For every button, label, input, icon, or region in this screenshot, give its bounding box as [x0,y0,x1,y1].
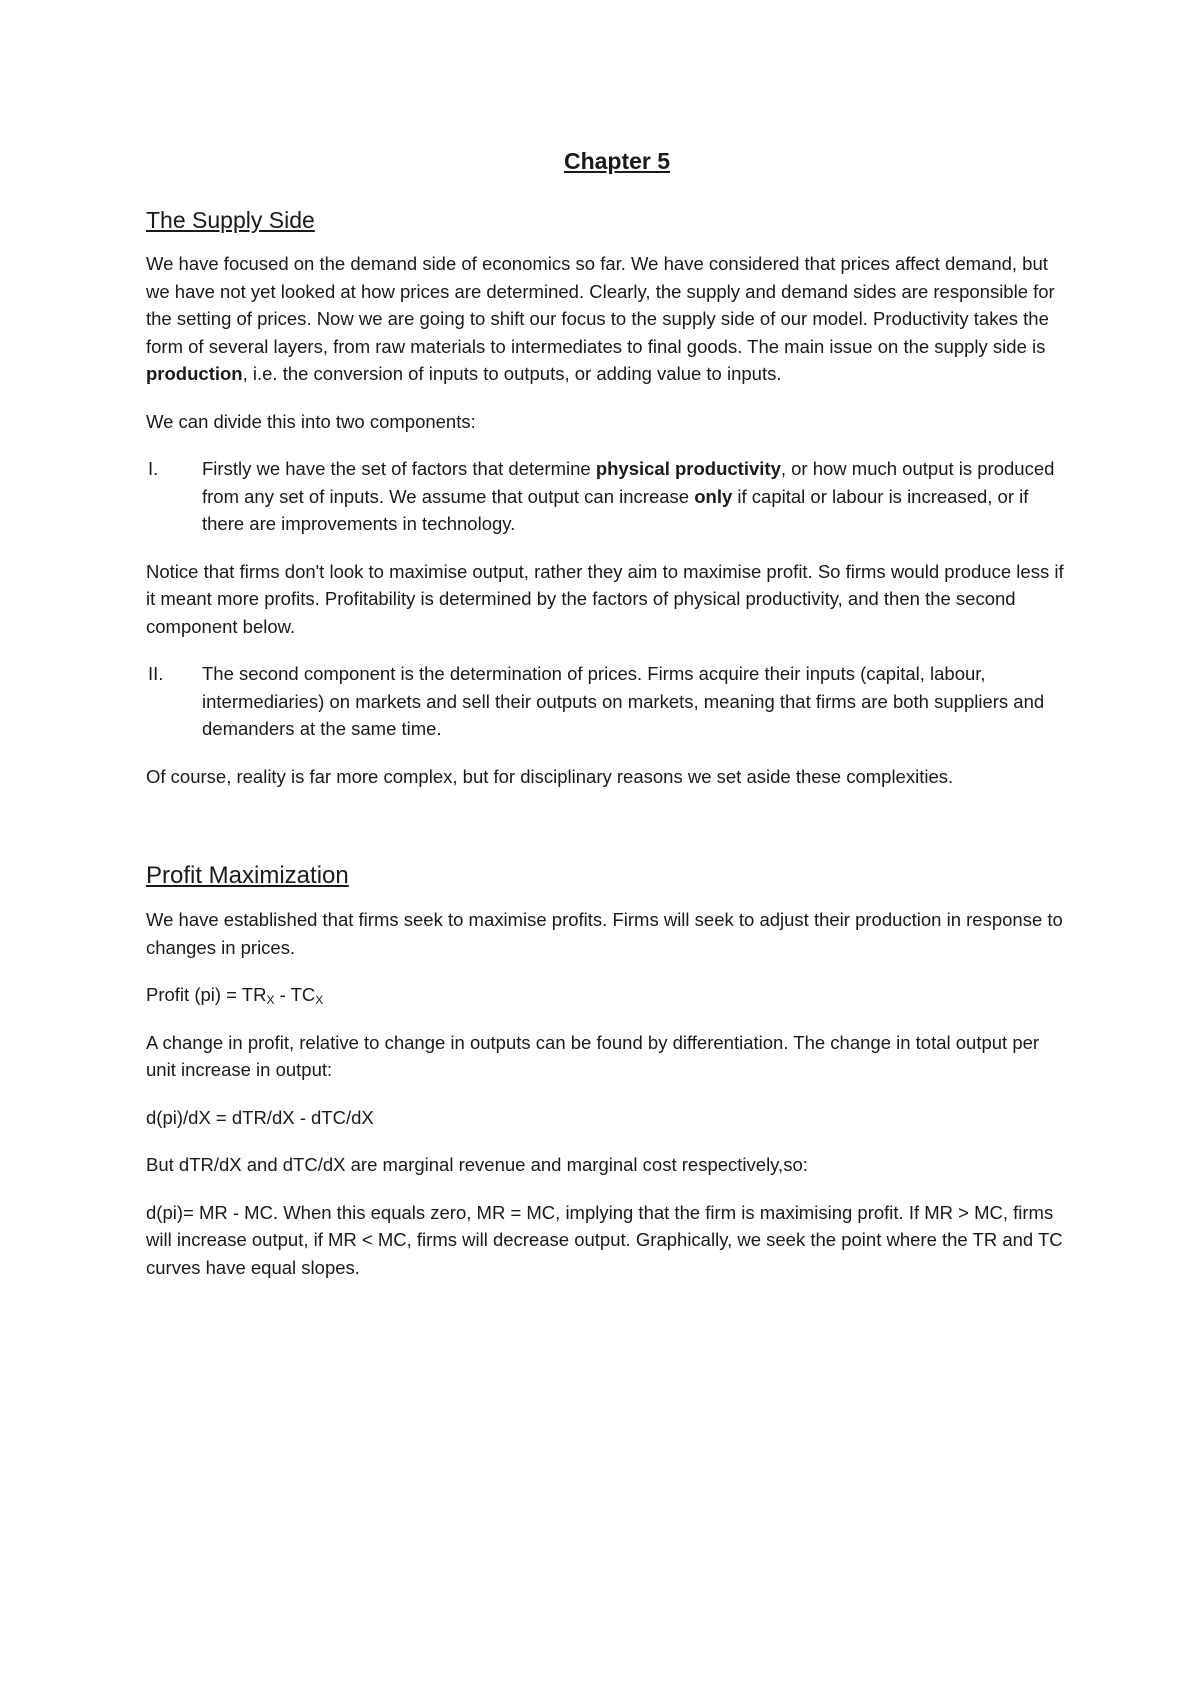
supply-intro-paragraph [146,250,1066,388]
item1-bold-only: only [694,485,733,507]
section-heading-supply-side: The Supply Side [146,207,315,233]
formula-lhs: Profit (pi) = TR [146,984,267,1005]
differentiation-paragraph: A change in profit, relative to change in outputs can be found by differentiation. The change in total output per unit increase in output: [146,1031,1040,1080]
section-spacer [146,810,1066,860]
chapter-title: Chapter 5 [563,148,671,174]
profit-formula [146,981,1066,1009]
item1-text-1: Firstly we have the set of factors that determine [202,458,596,479]
reality-paragraph: Of course, reality is far more complex, but for disciplinary reasons we set aside these complexities. [146,765,954,787]
section-heading-profit-maximization: Profit Maximization [146,862,349,889]
item1-text-2: , or how much output is produced from any set of inputs. We assume that output can increase [202,458,1055,507]
list-marker-1: I. [148,458,159,479]
formula-subscript-1: X [266,993,275,1007]
profit-intro-paragraph: We have established that firms seek to maximise profits. Firms will seek to adjust their production in response to changes in prices. [146,909,1063,958]
intro-bold-production: production [146,363,243,384]
intro-text-1: We have focused on the demand side of economics so far. We have considered that prices affect demand, but we have not yet looked at how prices are determined. Clearly, the supply and demand sides are responsible for the setting of prices. Now we are going to shift our focus to the supply side of our model. Productivity takes the form of several layers, from raw materials to intermediates to final goods. The main issue on the supply side is [146,253,1055,357]
intro-text-2: , i.e. the conversion of inputs to outputs, or adding value to inputs. [242,363,782,384]
item1-text-3: if capital or labour is increased, or if there are improvements in technology. [202,485,1029,534]
mr-mc-paragraph: d(pi)= MR - MC. When this equals zero, MR = MC, implying that the firm is maximising profit. If MR > MC, firms will increase output, if MR < MC, firms will decrease output. Graphically, we seek the point where the TR and TC curves have equal slopes. [146,1201,1063,1278]
page-content [146,146,1066,1301]
item2-text: The second component is the determination of prices. Firms acquire their inputs (capital, labour, intermediaries) on markets and sell their outputs on markets, meaning that firms are both suppliers and demanders at the same time. [202,663,1045,739]
formula-mid: - TC [274,984,316,1005]
list-marker-2: II. [148,663,164,684]
list-item-2 [146,660,1066,743]
marginal-paragraph: But dTR/dX and dTC/dX are marginal revenue and marginal cost respectively,so: [146,1154,808,1175]
item1-bold-physical-productivity: physical productivity [595,458,781,479]
list-item-1 [146,455,1066,538]
divide-paragraph: We can divide this into two components: [146,410,476,432]
formula-subscript-2: X [315,993,324,1007]
derivative-formula: d(pi)/dX = dTR/dX - dTC/dX [146,1106,374,1128]
notice-paragraph: Notice that firms don't look to maximise output, rather they aim to maximise profit. So firms would produce less if it meant more profits. Profitability is determined by the factors of physical productivity, and then the second component below. [146,560,1064,637]
